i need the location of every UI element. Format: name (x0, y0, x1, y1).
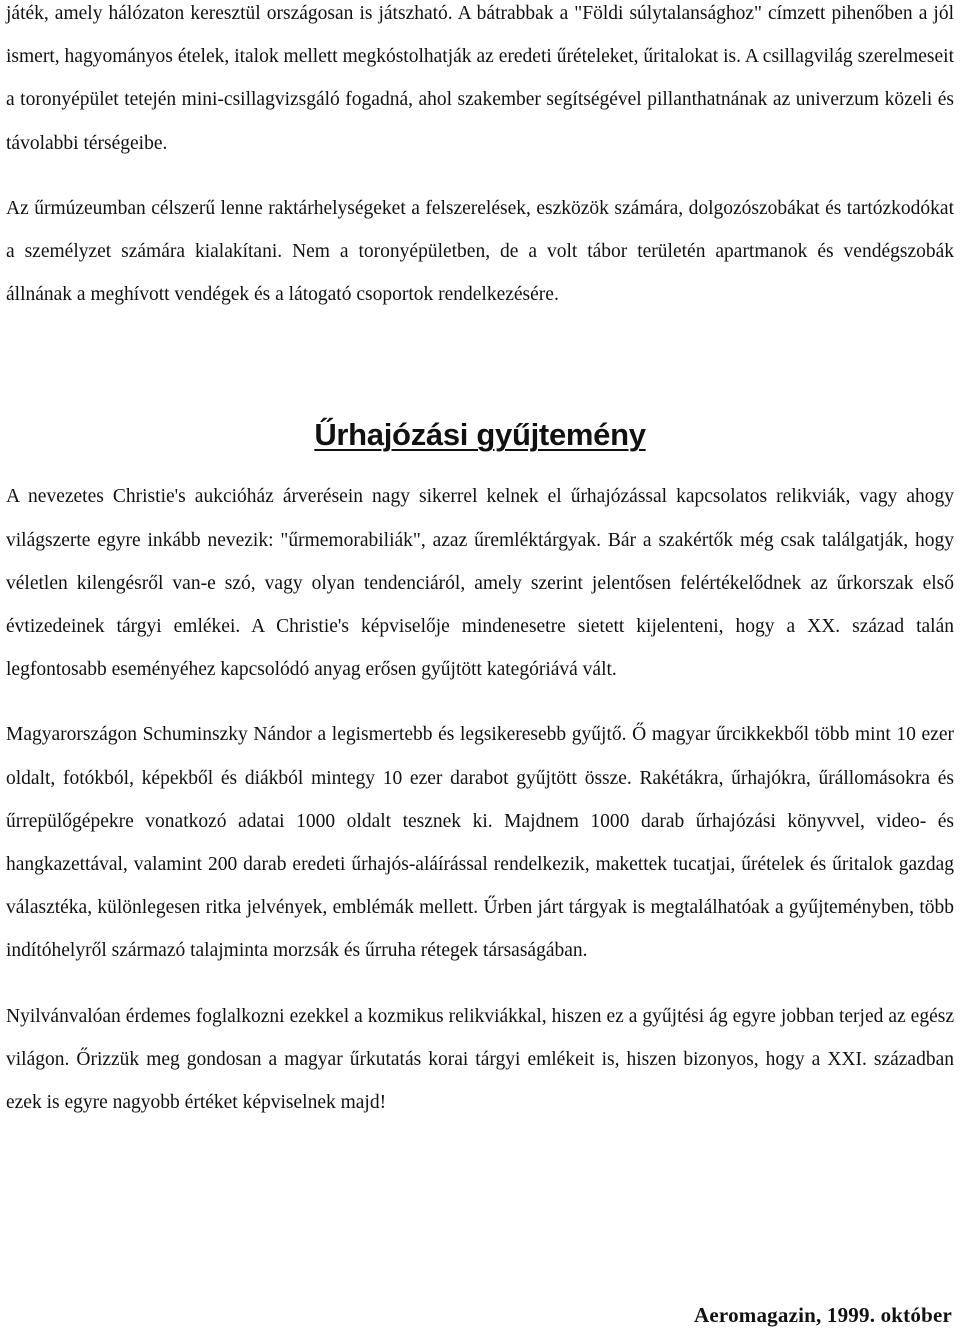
paragraph-intro-2: Az űrmúzeumban célszerű lenne raktárhelységeket a felszerelések, eszközök számára, dolgozószobákat és tartózkodókat a személyzet számára kialakítani. Nem a toronyépületben, de a volt tábor területén apartmanok és vendégszobák állnának a meghívott vendégek és a látogató csoportok rendelkezésére. (6, 197, 954, 306)
source-citation: Aeromagazin, 1999. október (694, 1303, 952, 1327)
section-heading: Űrhajózási gyűjtemény (314, 417, 646, 453)
paragraph-section-2: Magyarországon Schuminszky Nándor a legismertebb és legsikeresebb gyűjtő. Ő magyar űrcikkekből több mint 10 ezer oldalt, fotókból, képekből és diákból mintegy 10 ezer darabot gyűjtött össze. Rakétákra, űrhajókra, űrállomásokra és űrrepülőgépekre vonatkozó adatai 1000 oldalt tesznek ki. Majdnem 1000 darab űrhajózási könyvvel, video- és hangkazettával, valamint 200 darab eredeti űrhajós-aláírással rendelkezik, makettek tucatjai, űrételek és űritalok gazdag választéka, különlegesen ritka jelvények, emblémák mellett. Űrben járt tárgyak is megtalálhatóak a gyűjteményben, több indítóhelyről származó talajminta morzsák és űrruha rétegek társaságában. (6, 724, 954, 962)
paragraph-section-1: A nevezetes Christie's aukcióház árverésein nagy sikerrel kelnek el űrhajózással kapcsolatos relikviák, vagy ahogy világszerte egyre inkább nevezik: "űrmemorabiliák", azaz űremléktárgyak. Bár a szakértők még csak találgatják, hogy véletlen kilengésről van-e szó, vagy olyan tendenciáról, amely szerint jelentősen felértékelődnek az űrkorszak első évtizedeinek tárgyi emlékei. A Christie's képviselője mindenesetre sietett kijelenteni, hogy a XX. század talán legfontosabb eseményéhez kapcsolódó anyag erősen gyűjtött kategóriává vált. (6, 486, 954, 681)
paragraph-intro-1: játék, amely hálózaton keresztül országosan is játszható. A bátrabbak a "Földi súlytalansághoz" címzett pihenőben a jól ismert, hagyományos ételek, italok mellett megkóstolhatják az eredeti űrételeket, űritalokat is. A csillagvilág szerelmeseit a toronyépület tetején mini-csillagvizsgáló fogadná, ahol szakember segítségével pillanthatnának az univerzum közeli és távolabbi térségeibe. (6, 3, 954, 154)
paragraph-section-3: Nyilvánvalóan érdemes foglalkozni ezekkel a kozmikus relikviákkal, hiszen ez a gyűjtési ág egyre jobban terjed az egész világon. Őrizzük meg gondosan a magyar űrkutatás korai tárgyi emlékeit is, hiszen bizonyos, hogy a XXI. században ezek is egyre nagyobb értéket képviselnek majd! (6, 1005, 954, 1114)
document-page (6, 0, 954, 1124)
